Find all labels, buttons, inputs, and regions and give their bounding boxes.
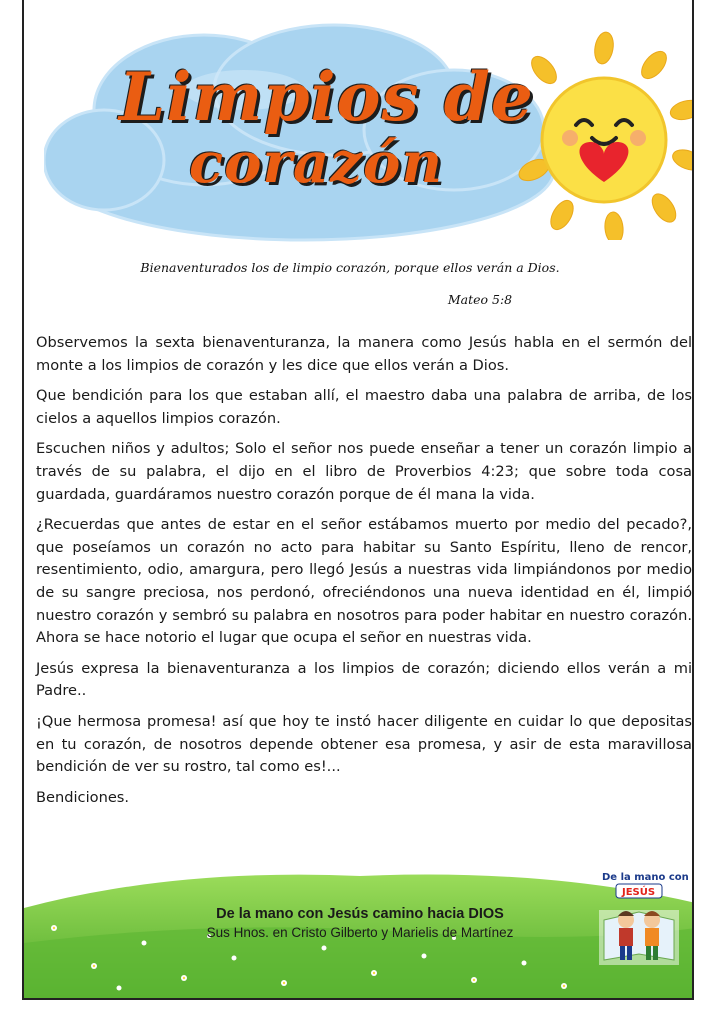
ministry-logo xyxy=(584,860,694,980)
bible-verse: Bienaventurados los de limpio corazón, porque ellos verán a Dios. xyxy=(140,260,560,275)
page-title-line1: Limpios de xyxy=(119,58,534,136)
paragraph: ¿Recuerdas que antes de estar en el señor estábamos muerto por medio del pecado?, que poseíamos un corazón no acto para habitar su Santo Espíritu, lleno de rencor, resentimiento, odio, amargura, pero llegó Jesús a nuestras vida limpiándonos por medio de su sangre preciosa, nos perdonó, ofreciéndonos una nueva identidad en él, limpió nuestro corazón y sembró su palabra en nosotros para poder habitar en nuestro corazón. Ahora se hace notorio el lugar que ocupa el señor en nuestras vida. xyxy=(36,516,692,647)
paragraph: Observemos la sexta bienaventuranza, la manera como Jesús habla en el sermón del monte a los limpios de corazón y les dice que ellos verán a Dios. xyxy=(36,334,692,374)
verse-reference: Mateo 5:8 xyxy=(447,292,513,307)
paragraph: Jesús expresa la bienaventuranza a los limpios de corazón; diciendo ellos verán a mi Padre.. xyxy=(36,659,692,700)
logo-line2: JESÚS xyxy=(622,887,656,898)
closing-line: Bendiciones. xyxy=(36,788,130,806)
article-body xyxy=(36,332,692,817)
header-banner xyxy=(24,0,694,307)
paragraph: ¡Que hermosa promesa! así que hoy te instó hacer diligente en cuidar lo que depositas en tu corazón, de nosotros depende obtener esa promesa, y asir de esta maravillosa bendición de ver su rostro, tal como es!... xyxy=(36,712,692,776)
paragraph: Escuchen niños y adultos; Solo el señor nos puede enseñar a tener un corazón limpio a través de su palabra, el dijo en el libro de Proverbios 4:23; que sobre toda cosa guardada, guardáramos nuestro corazón porque de él mana la vida. xyxy=(36,440,692,503)
page xyxy=(22,0,694,1000)
footer-subtitle: Sus Hnos. en Cristo Gilberto y Marielis de Martínez xyxy=(206,925,514,940)
paragraph: Que bendición para los que estaban allí, el maestro daba una palabra de arriba, de los cielos a aquellos limpios corazón. xyxy=(36,387,692,427)
page-title-line2: corazón xyxy=(189,130,444,196)
logo-line1: De la mano con xyxy=(602,872,689,883)
footer-title: De la mano con Jesús camino hacia DIOS xyxy=(216,906,504,922)
